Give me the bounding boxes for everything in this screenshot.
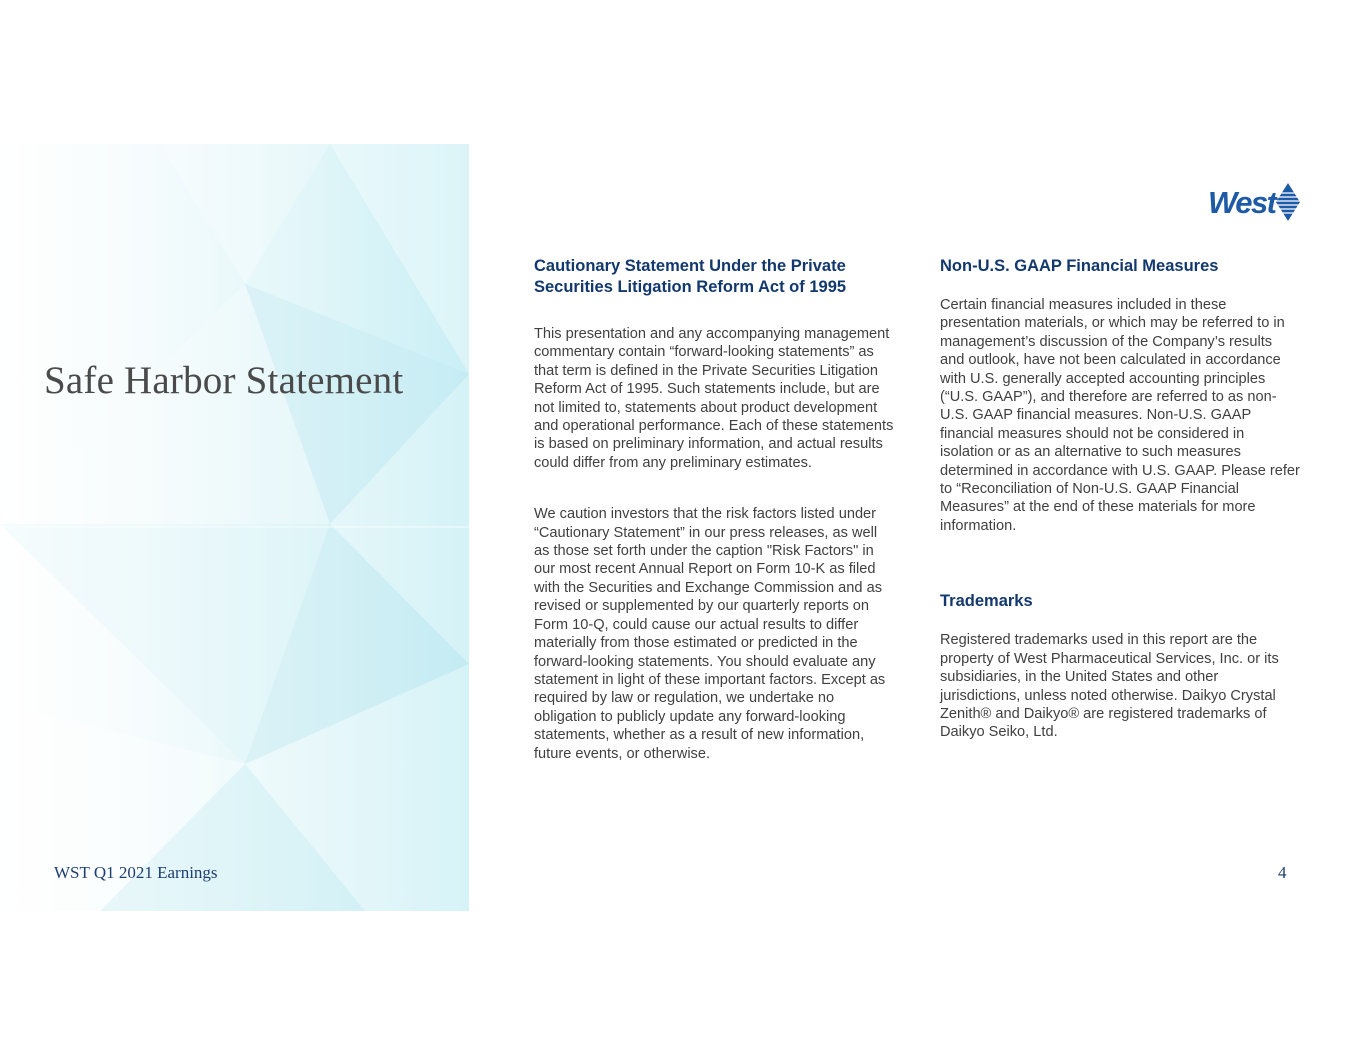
cautionary-heading: Cautionary Statement Under the Private Securities Litigation Reform Act of 1995 [534,257,847,296]
footer-label: WST Q1 2021 Earnings [54,863,218,882]
page-number: 4 [1278,863,1287,882]
page-title: Safe Harbor Statement [44,359,404,402]
logo-text: West [1208,184,1276,220]
trademarks-heading: Trademarks [940,592,1033,611]
west-diamond-icon [1275,182,1301,222]
cautionary-paragraph-1: This presentation and any accompanying management commentary contain “forward-looking statements” as that term is defined in the Private Securities Litigation Reform Act of 1995. Such statements include, but are not limited to, statements about product development and operational performance. Each of these statements is based on preliminary information, and actual results could differ from any preliminary estimates. [534,326,894,471]
non-gaap-heading: Non-U.S. GAAP Financial Measures [940,257,1219,275]
non-gaap-paragraph: Certain financial measures included in these presentation materials, or which may be referred to in management’s discussion of the Company’s results and outlook, have not been calculated in accordance with U.S. generally accepted accounting principles (“U.S. GAAP”), and therefore are referred to as non-U.S. GAAP financial measures. Non-U.S. GAAP financial measures should not be considered in isolation or as an alternative to such measures determined in accordance with U.S. GAAP. Please refer to “Reconciliation of Non-U.S. GAAP Financial Measures” at the end of these materials for more information. [940,297,1300,534]
geometric-pattern [0,144,469,911]
disclosures-column [940,256,1300,742]
cautionary-paragraph-2: We caution investors that the risk factors listed under “Cautionary Statement” in our press releases, as well as those set forth under the caption "Risk Factors" in our most recent Annual Report on Form 10-K as filed with the Securities and Exchange Commission and as revised or supplemented by our quarterly reports on Form 10-Q, could cause our actual results to differ materially from those estimated or predicted in the forward-looking statements. You should evaluate any statement in light of these important factors. Except as required by law or regulation, we undertake no obligation to publicly update any forward-looking statements, whether as a result of new information, future events, or otherwise. [534,506,886,762]
decorative-background-panel [0,144,469,911]
cautionary-statement-column [534,256,894,763]
trademarks-paragraph: Registered trademarks used in this report are the property of West Pharmaceutical Services, Inc. or its subsidiaries, in the United States and other jurisdictions, unless noted otherwise. Daikyo Crystal Zenith® and Daikyo® are registered trademarks of Daikyo Seiko, Ltd. [940,632,1279,741]
west-logo [1208,180,1301,224]
